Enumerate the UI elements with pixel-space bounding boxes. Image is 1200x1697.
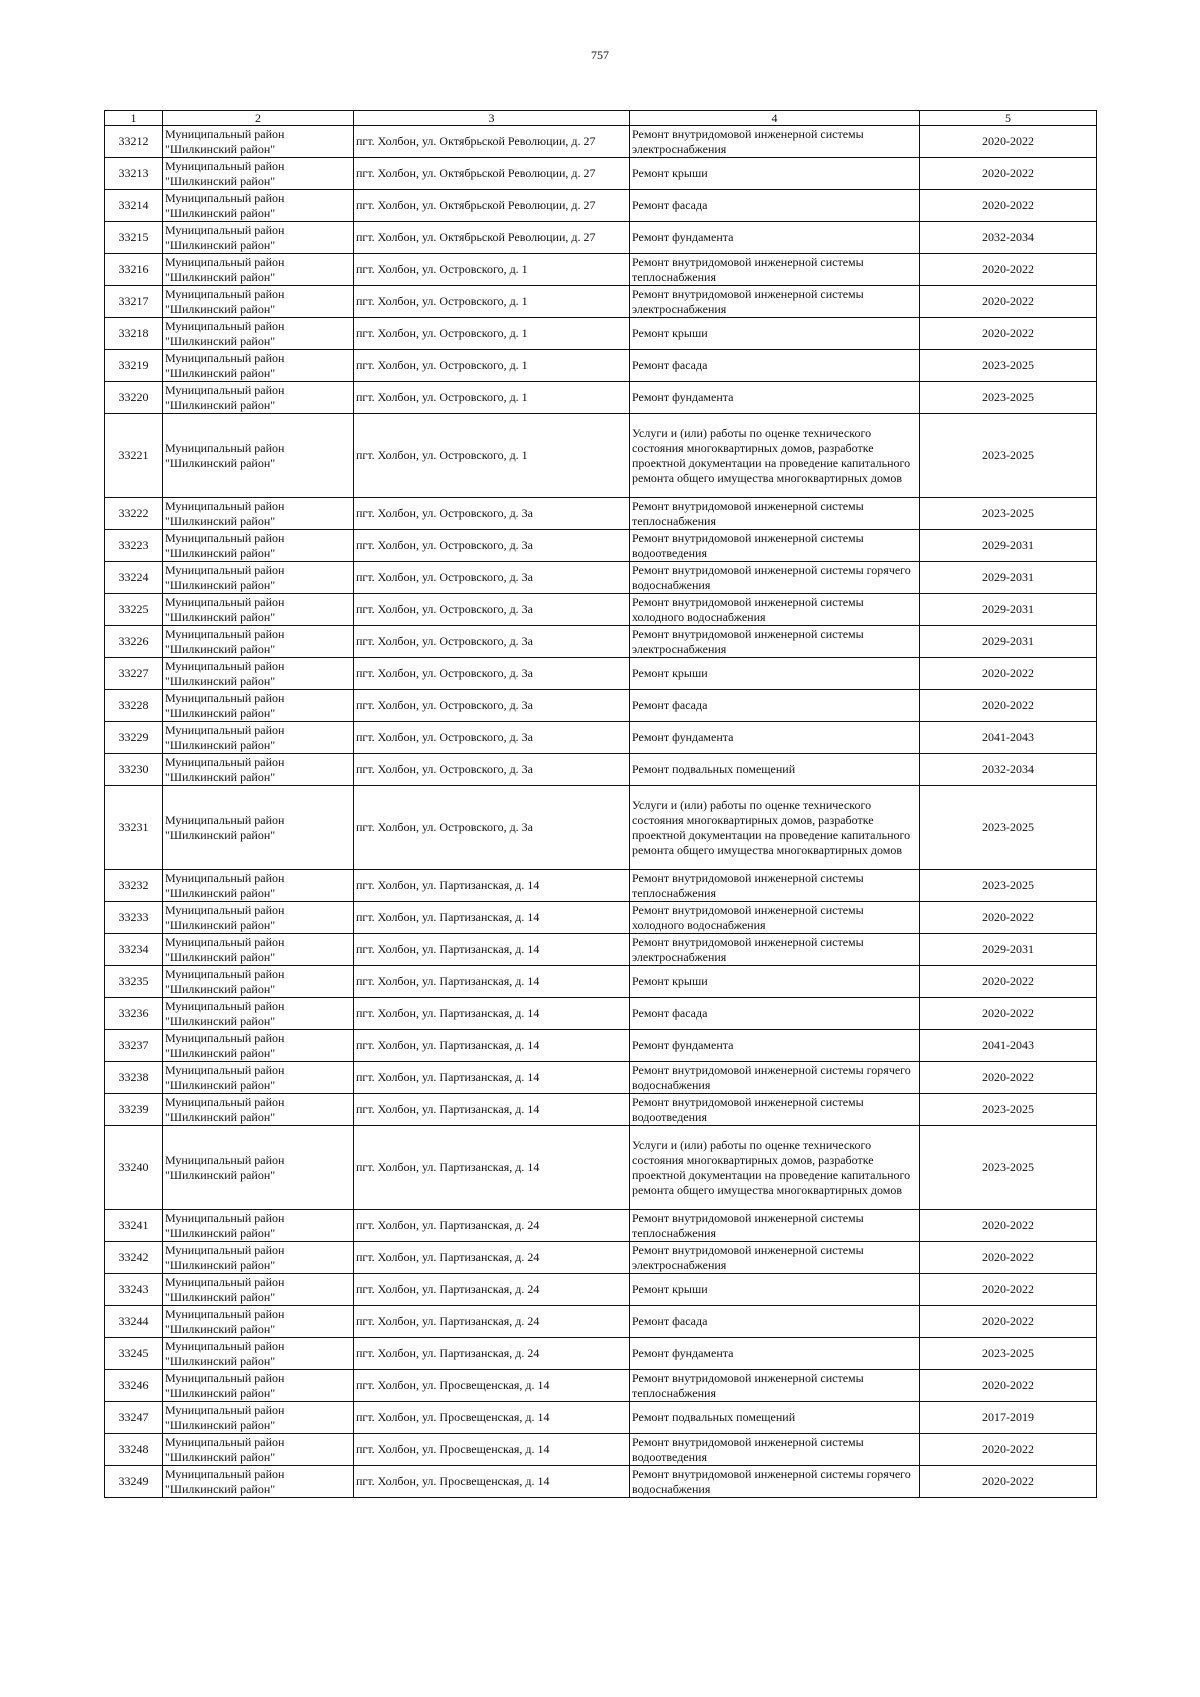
- address-cell: пгт. Холбон, ул. Островского, д. 3а: [354, 786, 630, 870]
- table-row: [105, 318, 1097, 350]
- district-cell: Муниципальный район "Шилкинский район": [163, 498, 354, 530]
- address-cell: пгт. Холбон, ул. Партизанская, д. 14: [354, 1030, 630, 1062]
- period-cell: 2029-2031: [920, 594, 1097, 626]
- period-cell: 2020-2022: [920, 998, 1097, 1030]
- period-cell: 2020-2022: [920, 1242, 1097, 1274]
- table-row: [105, 1338, 1097, 1370]
- period-cell: 2020-2022: [920, 126, 1097, 158]
- period-cell: 2020-2022: [920, 318, 1097, 350]
- period-cell: 2020-2022: [920, 1062, 1097, 1094]
- address-cell: пгт. Холбон, ул. Октябрьской Революции, д. 27: [354, 158, 630, 190]
- row-number-cell: 33225: [105, 594, 163, 626]
- address-cell: пгт. Холбон, ул. Партизанская, д. 14: [354, 1094, 630, 1126]
- address-cell: пгт. Холбон, ул. Островского, д. 3а: [354, 562, 630, 594]
- table-row: [105, 1242, 1097, 1274]
- work-type-cell: Ремонт фундамента: [630, 222, 920, 254]
- period-cell: 2017-2019: [920, 1402, 1097, 1434]
- row-number-cell: 33228: [105, 690, 163, 722]
- address-cell: пгт. Холбон, ул. Островского, д. 3а: [354, 658, 630, 690]
- table-row: [105, 1126, 1097, 1210]
- row-number-cell: 33227: [105, 658, 163, 690]
- table-row: [105, 1062, 1097, 1094]
- table-row: [105, 594, 1097, 626]
- row-number-cell: 33242: [105, 1242, 163, 1274]
- row-number-cell: 33235: [105, 966, 163, 998]
- row-number-cell: 33248: [105, 1434, 163, 1466]
- row-number-cell: 33230: [105, 754, 163, 786]
- district-cell: Муниципальный район "Шилкинский район": [163, 722, 354, 754]
- district-cell: Муниципальный район "Шилкинский район": [163, 1370, 354, 1402]
- row-number-cell: 33222: [105, 498, 163, 530]
- district-cell: Муниципальный район "Шилкинский район": [163, 222, 354, 254]
- period-cell: 2032-2034: [920, 222, 1097, 254]
- district-cell: Муниципальный район "Шилкинский район": [163, 318, 354, 350]
- period-cell: 2020-2022: [920, 158, 1097, 190]
- period-cell: 2023-2025: [920, 1094, 1097, 1126]
- district-cell: Муниципальный район "Шилкинский район": [163, 254, 354, 286]
- address-cell: пгт. Холбон, ул. Октябрьской Революции, д. 27: [354, 126, 630, 158]
- table-row: [105, 414, 1097, 498]
- row-number-cell: 33238: [105, 1062, 163, 1094]
- row-number-cell: 33239: [105, 1094, 163, 1126]
- work-type-cell: Ремонт фасада: [630, 350, 920, 382]
- table-row: [105, 754, 1097, 786]
- work-type-cell: Ремонт внутридомовой инженерной системы холодного водоснабжения: [630, 594, 920, 626]
- work-type-cell: Ремонт фасада: [630, 190, 920, 222]
- address-cell: пгт. Холбон, ул. Островского, д. 1: [354, 382, 630, 414]
- work-type-cell: Ремонт подвальных помещений: [630, 754, 920, 786]
- address-cell: пгт. Холбон, ул. Партизанская, д. 24: [354, 1306, 630, 1338]
- work-type-cell: Ремонт внутридомовой инженерной системы водоотведения: [630, 1094, 920, 1126]
- row-number-cell: 33234: [105, 934, 163, 966]
- district-cell: Муниципальный район "Шилкинский район": [163, 594, 354, 626]
- row-number-cell: 33224: [105, 562, 163, 594]
- address-cell: пгт. Холбон, ул. Островского, д. 3а: [354, 594, 630, 626]
- period-cell: 2020-2022: [920, 1370, 1097, 1402]
- district-cell: Муниципальный район "Шилкинский район": [163, 786, 354, 870]
- address-cell: пгт. Холбон, ул. Островского, д. 1: [354, 286, 630, 318]
- row-number-cell: 33246: [105, 1370, 163, 1402]
- address-cell: пгт. Холбон, ул. Островского, д. 3а: [354, 626, 630, 658]
- district-cell: Муниципальный район "Шилкинский район": [163, 934, 354, 966]
- column-header-5: 5: [920, 111, 1097, 126]
- district-cell: Муниципальный район "Шилкинский район": [163, 1126, 354, 1210]
- work-type-cell: Ремонт внутридомовой инженерной системы водоотведения: [630, 1434, 920, 1466]
- table-row: [105, 286, 1097, 318]
- district-cell: Муниципальный район "Шилкинский район": [163, 1210, 354, 1242]
- row-number-cell: 33213: [105, 158, 163, 190]
- table-row: [105, 1306, 1097, 1338]
- district-cell: Муниципальный район "Шилкинский район": [163, 158, 354, 190]
- work-type-cell: Ремонт внутридомовой инженерной системы холодного водоснабжения: [630, 902, 920, 934]
- row-number-cell: 33215: [105, 222, 163, 254]
- table-row: [105, 1030, 1097, 1062]
- district-cell: Муниципальный район "Шилкинский район": [163, 530, 354, 562]
- period-cell: 2020-2022: [920, 690, 1097, 722]
- period-cell: 2023-2025: [920, 786, 1097, 870]
- district-cell: Муниципальный район "Шилкинский район": [163, 1030, 354, 1062]
- address-cell: пгт. Холбон, ул. Просвещенская, д. 14: [354, 1402, 630, 1434]
- period-cell: 2020-2022: [920, 286, 1097, 318]
- work-type-cell: Услуги и (или) работы по оценке технического состояния многоквартирных домов, разработке проектной документации на проведение капитального ремонта общего имущества многоквартирных домов: [630, 1126, 920, 1210]
- table-row: [105, 190, 1097, 222]
- district-cell: Муниципальный район "Шилкинский район": [163, 1402, 354, 1434]
- work-type-cell: Ремонт подвальных помещений: [630, 1402, 920, 1434]
- district-cell: Муниципальный район "Шилкинский район": [163, 966, 354, 998]
- period-cell: 2023-2025: [920, 1338, 1097, 1370]
- district-cell: Муниципальный район "Шилкинский район": [163, 126, 354, 158]
- work-type-cell: Ремонт крыши: [630, 1274, 920, 1306]
- capital-repair-table: [104, 110, 1097, 1498]
- district-cell: Муниципальный район "Шилкинский район": [163, 870, 354, 902]
- row-number-cell: 33244: [105, 1306, 163, 1338]
- period-cell: 2020-2022: [920, 1274, 1097, 1306]
- address-cell: пгт. Холбон, ул. Партизанская, д. 14: [354, 902, 630, 934]
- period-cell: 2020-2022: [920, 254, 1097, 286]
- table-row: [105, 254, 1097, 286]
- row-number-cell: 33240: [105, 1126, 163, 1210]
- address-cell: пгт. Холбон, ул. Партизанская, д. 14: [354, 1126, 630, 1210]
- work-type-cell: Ремонт фасада: [630, 690, 920, 722]
- address-cell: пгт. Холбон, ул. Партизанская, д. 14: [354, 934, 630, 966]
- table-row: [105, 158, 1097, 190]
- work-type-cell: Ремонт фундамента: [630, 1338, 920, 1370]
- period-cell: 2023-2025: [920, 870, 1097, 902]
- table-row: [105, 658, 1097, 690]
- table-row: [105, 786, 1097, 870]
- row-number-cell: 33218: [105, 318, 163, 350]
- work-type-cell: Ремонт внутридомовой инженерной системы электроснабжения: [630, 1242, 920, 1274]
- column-header-3: 3: [354, 111, 630, 126]
- work-type-cell: Ремонт внутридомовой инженерной системы электроснабжения: [630, 126, 920, 158]
- work-type-cell: Ремонт фасада: [630, 998, 920, 1030]
- period-cell: 2023-2025: [920, 498, 1097, 530]
- row-number-cell: 33245: [105, 1338, 163, 1370]
- work-type-cell: Услуги и (или) работы по оценке технического состояния многоквартирных домов, разработке проектной документации на проведение капитального ремонта общего имущества многоквартирных домов: [630, 786, 920, 870]
- district-cell: Муниципальный район "Шилкинский район": [163, 1274, 354, 1306]
- work-type-cell: Ремонт внутридомовой инженерной системы теплоснабжения: [630, 1210, 920, 1242]
- page-number: 757: [591, 48, 609, 62]
- work-type-cell: Ремонт внутридомовой инженерной системы горячего водоснабжения: [630, 1062, 920, 1094]
- work-type-cell: Ремонт внутридомовой инженерной системы теплоснабжения: [630, 254, 920, 286]
- row-number-cell: 33229: [105, 722, 163, 754]
- address-cell: пгт. Холбон, ул. Островского, д. 1: [354, 318, 630, 350]
- table-row: [105, 1274, 1097, 1306]
- row-number-cell: 33231: [105, 786, 163, 870]
- period-cell: 2020-2022: [920, 902, 1097, 934]
- period-cell: 2020-2022: [920, 190, 1097, 222]
- table-row: [105, 1402, 1097, 1434]
- work-type-cell: Ремонт внутридомовой инженерной системы горячего водоснабжения: [630, 562, 920, 594]
- district-cell: Муниципальный район "Шилкинский район": [163, 1338, 354, 1370]
- table-row: [105, 382, 1097, 414]
- table-row: [105, 722, 1097, 754]
- work-type-cell: Ремонт внутридомовой инженерной системы горячего водоснабжения: [630, 1466, 920, 1498]
- row-number-cell: 33219: [105, 350, 163, 382]
- address-cell: пгт. Холбон, ул. Октябрьской Революции, д. 27: [354, 222, 630, 254]
- work-type-cell: Ремонт крыши: [630, 966, 920, 998]
- district-cell: Муниципальный район "Шилкинский район": [163, 1094, 354, 1126]
- period-cell: 2020-2022: [920, 1466, 1097, 1498]
- district-cell: Муниципальный район "Шилкинский район": [163, 754, 354, 786]
- address-cell: пгт. Холбон, ул. Партизанская, д. 14: [354, 870, 630, 902]
- work-type-cell: Ремонт фундамента: [630, 1030, 920, 1062]
- district-cell: Муниципальный район "Шилкинский район": [163, 190, 354, 222]
- period-cell: 2023-2025: [920, 382, 1097, 414]
- address-cell: пгт. Холбон, ул. Островского, д. 1: [354, 414, 630, 498]
- period-cell: 2020-2022: [920, 966, 1097, 998]
- table-row: [105, 870, 1097, 902]
- period-cell: 2029-2031: [920, 626, 1097, 658]
- district-cell: Муниципальный район "Шилкинский район": [163, 1242, 354, 1274]
- district-cell: Муниципальный район "Шилкинский район": [163, 658, 354, 690]
- district-cell: Муниципальный район "Шилкинский район": [163, 1306, 354, 1338]
- work-type-cell: Ремонт внутридомовой инженерной системы теплоснабжения: [630, 1370, 920, 1402]
- work-type-cell: Ремонт крыши: [630, 658, 920, 690]
- table-row: [105, 998, 1097, 1030]
- district-cell: Муниципальный район "Шилкинский район": [163, 626, 354, 658]
- row-number-cell: 33237: [105, 1030, 163, 1062]
- table-row: [105, 222, 1097, 254]
- work-type-cell: Ремонт внутридомовой инженерной системы электроснабжения: [630, 626, 920, 658]
- work-type-cell: Ремонт внутридомовой инженерной системы теплоснабжения: [630, 870, 920, 902]
- table-row: [105, 1434, 1097, 1466]
- row-number-cell: 33241: [105, 1210, 163, 1242]
- row-number-cell: 33216: [105, 254, 163, 286]
- address-cell: пгт. Холбон, ул. Партизанская, д. 24: [354, 1210, 630, 1242]
- row-number-cell: 33232: [105, 870, 163, 902]
- period-cell: 2032-2034: [920, 754, 1097, 786]
- address-cell: пгт. Холбон, ул. Островского, д. 3а: [354, 498, 630, 530]
- table-row: [105, 690, 1097, 722]
- work-type-cell: Услуги и (или) работы по оценке технического состояния многоквартирных домов, разработке проектной документации на проведение капитального ремонта общего имущества многоквартирных домов: [630, 414, 920, 498]
- period-cell: 2020-2022: [920, 1306, 1097, 1338]
- address-cell: пгт. Холбон, ул. Партизанская, д. 24: [354, 1338, 630, 1370]
- district-cell: Муниципальный район "Шилкинский район": [163, 1434, 354, 1466]
- row-number-cell: 33247: [105, 1402, 163, 1434]
- period-cell: 2020-2022: [920, 1434, 1097, 1466]
- period-cell: 2023-2025: [920, 1126, 1097, 1210]
- table-row: [105, 1370, 1097, 1402]
- table-row: [105, 350, 1097, 382]
- row-number-cell: 33226: [105, 626, 163, 658]
- period-cell: 2041-2043: [920, 1030, 1097, 1062]
- address-cell: пгт. Холбон, ул. Просвещенская, д. 14: [354, 1466, 630, 1498]
- period-cell: 2029-2031: [920, 934, 1097, 966]
- table-row: [105, 562, 1097, 594]
- table-body: [105, 126, 1097, 1498]
- address-cell: пгт. Холбон, ул. Партизанская, д. 24: [354, 1242, 630, 1274]
- address-cell: пгт. Холбон, ул. Партизанская, д. 24: [354, 1274, 630, 1306]
- table-row: [105, 934, 1097, 966]
- work-type-cell: Ремонт фундамента: [630, 382, 920, 414]
- work-type-cell: Ремонт внутридомовой инженерной системы электроснабжения: [630, 286, 920, 318]
- period-cell: 2023-2025: [920, 350, 1097, 382]
- row-number-cell: 33221: [105, 414, 163, 498]
- table-row: [105, 1210, 1097, 1242]
- row-number-cell: 33217: [105, 286, 163, 318]
- address-cell: пгт. Холбон, ул. Просвещенская, д. 14: [354, 1370, 630, 1402]
- work-type-cell: Ремонт фундамента: [630, 722, 920, 754]
- column-header-1: 1: [105, 111, 163, 126]
- address-cell: пгт. Холбон, ул. Островского, д. 3а: [354, 530, 630, 562]
- district-cell: Муниципальный район "Шилкинский район": [163, 902, 354, 934]
- table-row: [105, 530, 1097, 562]
- work-type-cell: Ремонт крыши: [630, 158, 920, 190]
- period-cell: 2020-2022: [920, 1210, 1097, 1242]
- row-number-cell: 33236: [105, 998, 163, 1030]
- row-number-cell: 33220: [105, 382, 163, 414]
- address-cell: пгт. Холбон, ул. Островского, д. 3а: [354, 722, 630, 754]
- table-row: [105, 1094, 1097, 1126]
- district-cell: Муниципальный район "Шилкинский район": [163, 998, 354, 1030]
- row-number-cell: 33223: [105, 530, 163, 562]
- row-number-cell: 33243: [105, 1274, 163, 1306]
- address-cell: пгт. Холбон, ул. Островского, д. 1: [354, 350, 630, 382]
- table-row: [105, 966, 1097, 998]
- header-row: [105, 111, 1097, 126]
- district-cell: Муниципальный район "Шилкинский район": [163, 382, 354, 414]
- address-cell: пгт. Холбон, ул. Островского, д. 3а: [354, 690, 630, 722]
- address-cell: пгт. Холбон, ул. Партизанская, д. 14: [354, 998, 630, 1030]
- column-header-4: 4: [630, 111, 920, 126]
- district-cell: Муниципальный район "Шилкинский район": [163, 286, 354, 318]
- row-number-cell: 33214: [105, 190, 163, 222]
- period-cell: 2029-2031: [920, 530, 1097, 562]
- period-cell: 2023-2025: [920, 414, 1097, 498]
- period-cell: 2041-2043: [920, 722, 1097, 754]
- address-cell: пгт. Холбон, ул. Просвещенская, д. 14: [354, 1434, 630, 1466]
- table-row: [105, 498, 1097, 530]
- period-cell: 2029-2031: [920, 562, 1097, 594]
- row-number-cell: 33212: [105, 126, 163, 158]
- address-cell: пгт. Холбон, ул. Партизанская, д. 14: [354, 966, 630, 998]
- work-type-cell: Ремонт крыши: [630, 318, 920, 350]
- district-cell: Муниципальный район "Шилкинский район": [163, 1466, 354, 1498]
- district-cell: Муниципальный район "Шилкинский район": [163, 414, 354, 498]
- address-cell: пгт. Холбон, ул. Островского, д. 1: [354, 254, 630, 286]
- column-header-2: 2: [163, 111, 354, 126]
- work-type-cell: Ремонт внутридомовой инженерной системы водоотведения: [630, 530, 920, 562]
- table-row: [105, 626, 1097, 658]
- address-cell: пгт. Холбон, ул. Партизанская, д. 14: [354, 1062, 630, 1094]
- address-cell: пгт. Холбон, ул. Октябрьской Революции, д. 27: [354, 190, 630, 222]
- address-cell: пгт. Холбон, ул. Островского, д. 3а: [354, 754, 630, 786]
- district-cell: Муниципальный район "Шилкинский район": [163, 350, 354, 382]
- row-number-cell: 33249: [105, 1466, 163, 1498]
- table-row: [105, 1466, 1097, 1498]
- work-type-cell: Ремонт внутридомовой инженерной системы электроснабжения: [630, 934, 920, 966]
- work-type-cell: Ремонт фасада: [630, 1306, 920, 1338]
- district-cell: Муниципальный район "Шилкинский район": [163, 690, 354, 722]
- district-cell: Муниципальный район "Шилкинский район": [163, 562, 354, 594]
- table-row: [105, 126, 1097, 158]
- period-cell: 2020-2022: [920, 658, 1097, 690]
- table-row: [105, 902, 1097, 934]
- work-type-cell: Ремонт внутридомовой инженерной системы теплоснабжения: [630, 498, 920, 530]
- district-cell: Муниципальный район "Шилкинский район": [163, 1062, 354, 1094]
- row-number-cell: 33233: [105, 902, 163, 934]
